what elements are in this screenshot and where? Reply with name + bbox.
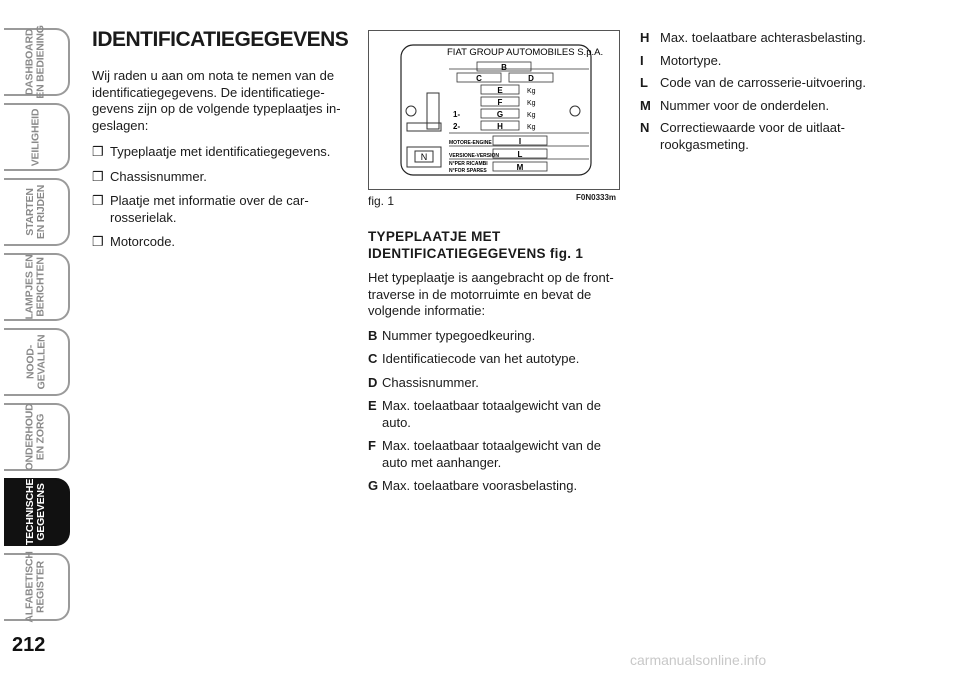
list-item: C Identificatiecode van het autotype. [368, 351, 580, 366]
list-item: ❒ Typeplaatje met identificatiegegevens. [92, 144, 331, 159]
id-plate-diagram [369, 31, 619, 189]
list-item: ❒ Motorcode. [92, 234, 176, 249]
list-item: H Max. toelaatbare achterasbelasting. [640, 30, 866, 45]
list-item: G Max. toelaatbare voorasbelasting. [368, 478, 578, 493]
tab-dashboard[interactable]: DASHBOARD EN BEDIENING [4, 28, 70, 96]
plate-header: FIAT GROUP AUTOMOBILES S.p.A. [447, 47, 604, 58]
label-row2: 2- [453, 122, 461, 131]
label-d: D [528, 74, 534, 83]
label-versione: VERSIONE-VERSION [449, 153, 500, 159]
tab-veiligheid[interactable]: VEILIGHEID [4, 103, 70, 171]
list-item: F Max. toelaatbaar totaalgewicht van de auto met aanhanger. [368, 438, 601, 470]
label-motore: MOTORE-ENGINE [449, 140, 492, 146]
figure-caption: fig. 1 [368, 194, 395, 208]
label-f: F [497, 98, 503, 107]
label-c: C [476, 74, 482, 83]
tab-noodgevallen[interactable]: NOOD- GEVALLEN [4, 328, 70, 396]
section-heading: TYPEPLAATJE MET IDENTIFICATIEGEGEVENS fig. 1 [368, 229, 584, 261]
figure-code: F0N0333m [576, 193, 617, 202]
list-item: I Motortype. [640, 52, 722, 68]
list-item: ❒ Plaatje met informatie over de car-rosserielak. [92, 193, 309, 225]
page-title: IDENTIFICATIEGEGEVENS [92, 28, 349, 51]
list-item: N Correctiewaarde voor de uitlaat-rookgasmeting. [640, 120, 845, 152]
label-l: L [517, 150, 523, 159]
label-kg: Kg [527, 112, 536, 119]
list-item: M Nummer voor de onderdelen. [640, 97, 830, 113]
label-row1: 1- [453, 110, 461, 119]
label-kg: Kg [527, 124, 536, 131]
label-m: M [516, 163, 524, 172]
page-number: 212 [12, 634, 46, 656]
label-b: B [501, 63, 507, 72]
right-column [640, 30, 902, 159]
figure-1 [368, 30, 620, 190]
tab-technische-gegevens[interactable]: TECHNISCHE GEGEVENS [4, 478, 70, 546]
label-ricambi: N°PER RICAMBI [449, 161, 488, 167]
intro-column [92, 68, 350, 259]
list-item: L Code van de carrosserie-uitvoering. [640, 75, 866, 90]
intro-text: Wij raden u aan om nota te nemen van de identificatiegegevens. De identificatiege-gevens zijn op de volgende typeplaatjes in-geslagen: [92, 68, 341, 133]
list-item: D Chassisnummer. [368, 374, 479, 390]
checkbox-icon: ❒ [92, 193, 104, 208]
label-e: E [497, 86, 503, 95]
checkbox-icon: ❒ [92, 168, 104, 184]
checkbox-icon: ❒ [92, 144, 104, 159]
list-item: ❒ Chassisnummer. [92, 168, 207, 184]
list-item: B Nummer typegoedkeuring. [368, 327, 536, 343]
label-i: I [518, 137, 522, 146]
section-text: Het typeplaatje is aangebracht op de front-traverse in de motorruimte en bevat de volgende informatie: [368, 270, 614, 318]
label-kg: Kg [527, 100, 536, 107]
label-h: H [497, 122, 503, 131]
tab-onderhoud[interactable]: ONDERHOUD EN ZORG [4, 403, 70, 471]
label-spares: N°FOR SPARES [449, 168, 487, 174]
section-column [368, 228, 620, 502]
checkbox-icon: ❒ [92, 234, 104, 249]
label-g: G [496, 110, 504, 119]
tab-starten[interactable]: STARTEN EN RIJDEN [4, 178, 70, 246]
label-n: N [420, 152, 428, 162]
tab-lampjes[interactable]: LAMPJES EN BERICHTEN [4, 253, 70, 321]
tab-alfabetisch-register[interactable]: ALFABETISCH REGISTER [4, 553, 70, 621]
list-item: E Max. toelaatbaar totaalgewicht van de auto. [368, 398, 601, 430]
watermark: carmanualsonline.info [630, 652, 767, 668]
label-kg: Kg [527, 88, 536, 95]
